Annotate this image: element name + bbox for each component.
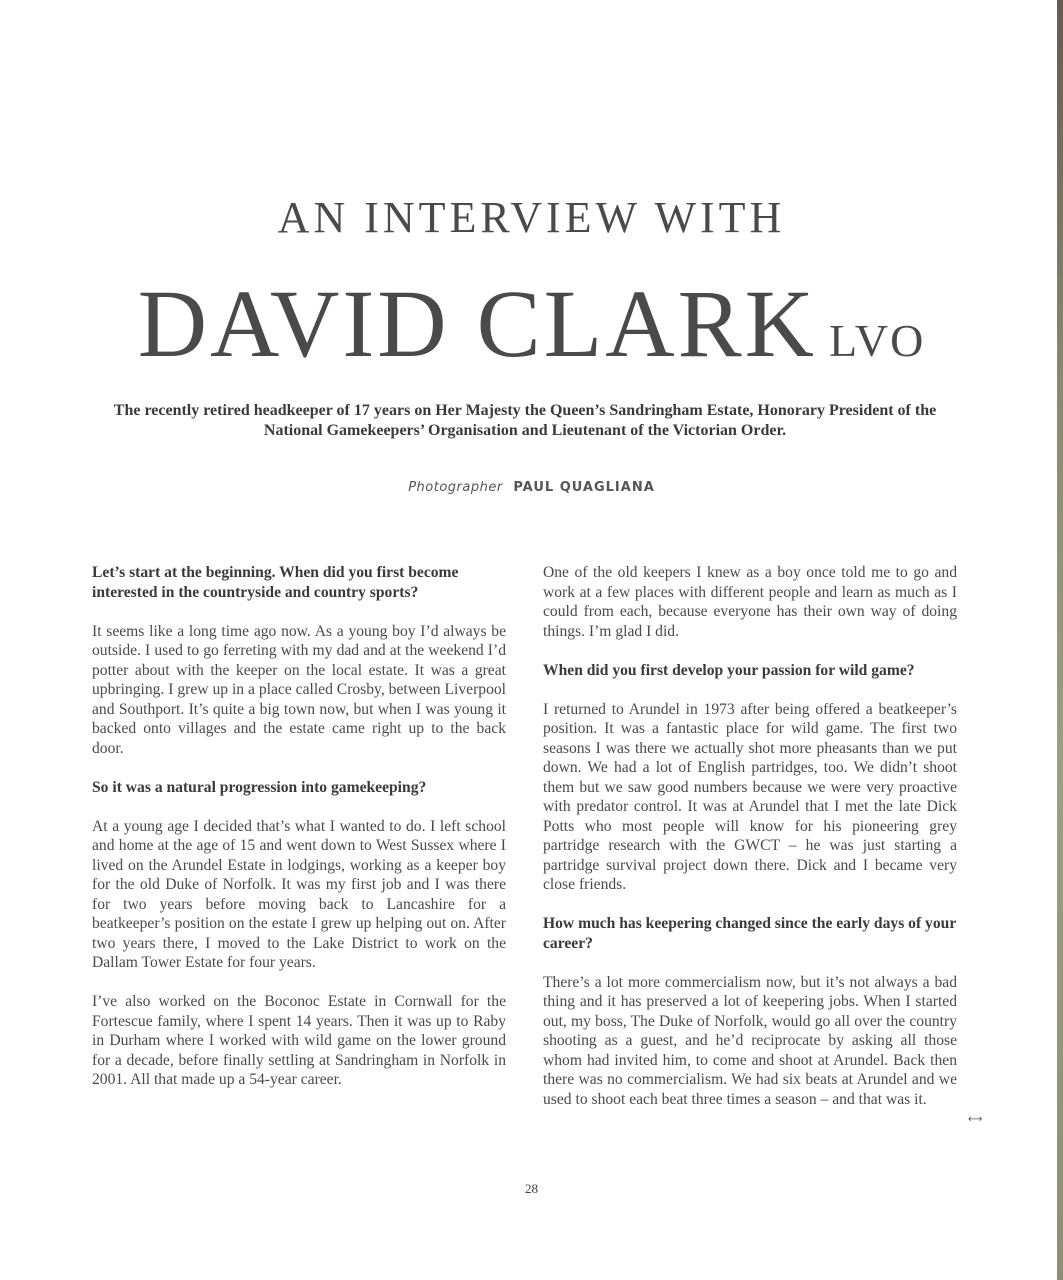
- question-paragraph: When did you first develop your passion for wild game?: [543, 661, 915, 679]
- question-paragraph: How much has keepering changed since the early days of your career?: [543, 915, 956, 952]
- credit-name: PAUL QUAGLIANA: [513, 480, 655, 495]
- question-paragraph: So it was a natural progression into gamekeeping?: [92, 778, 427, 796]
- credit-role: Photographer: [408, 480, 503, 495]
- page-number: 28: [525, 1181, 538, 1196]
- left-column: [92, 563, 506, 1109]
- answer-paragraph: I returned to Arundel in 1973 after being offered a beatkeeper’s position. It was a fantastic place for wild game. The first two seasons I was there we actually shot more pheasants than we put down. We had a lot of English partridges, too. We didn’t shoot them but we saw good numbers because we were very proactive with predator control. It was at Arundel that I met the late Dick Potts who most people will know for his pioneering grey partridge research with the GWCT – he was just starting a partridge survival project down there. Dick and I became very close friends.: [543, 700, 957, 893]
- photo-credit: [0, 480, 1063, 495]
- interviewee-name: DAVID CLARK: [137, 270, 817, 377]
- answer-paragraph: It seems like a long time ago now. As a young boy I’d always be outside. I used to go ferreting with my dad and at the weekend I’d potter about with the keeper on the local estate. It was a great upbringing. I grew up in a place called Crosby, between Liverpool and Southport. It’s quite a big town now, but when I was young it backed onto villages and the estate came right up to the back door.: [92, 622, 506, 757]
- standfirst: The recently retired headkeeper of 17 years on Her Majesty the Queen’s Sandringham Estate, Honorary President of the National Gamekeepers’ Organisation and Lieutenant of the Victorian Order.: [113, 402, 937, 439]
- postnominal-letters: LVO: [828, 315, 926, 366]
- headline-kicker: AN INTERVIEW WITH: [277, 193, 786, 242]
- answer-paragraph: I’ve also worked on the Boconoc Estate in Cornwall for the Fortescue family, where I spent 14 years. Then it was up to Raby in Durham where I worked with wild game on the lower ground for a decade, before finally settling at Sandringham in Norfolk in 2001. All that made up a 54-year career.: [92, 993, 506, 1088]
- right-column: [543, 563, 957, 1129]
- answer-paragraph: One of the old keepers I knew as a boy once told me to go and work at a few places with different people and learn as much as I could from each, because everyone has their own way of doing things. I’m glad I did.: [543, 564, 957, 640]
- headline-name: [0, 270, 1063, 377]
- page-edge-strip: [1057, 0, 1063, 1280]
- answer-paragraph: At a young age I decided that’s what I wanted to do. I left school and home at the age of 15 and went down to West Sussex where I lived on the Arundel Estate in lodgings, working as a keeper boy for the old Duke of Norfolk. It was my first job and I was there for two years before moving back to Lancashire for a beatkeeper’s position on the estate I grew up helping out on. After two years there, I moved to the Lake District to work on the Dallam Tower Estate for four years.: [92, 817, 506, 971]
- continued-arrow-icon: ⟷: [968, 1114, 983, 1125]
- question-paragraph: Let’s start at the beginning. When did you first become interested in the countryside and country sports?: [92, 564, 459, 601]
- answer-paragraph: There’s a lot more commercialism now, but it’s not always a bad thing and it has preserved a lot of keepering jobs. When I started out, my boss, The Duke of Norfolk, would go all over the country shooting as a guest, and he’d reciprocate by asking all those whom had invited him, to come and shoot at Arundel. Back then there was no commercialism. We had six beats at Arundel and we used to shoot each beat three times a season – and that was it.: [543, 973, 957, 1108]
